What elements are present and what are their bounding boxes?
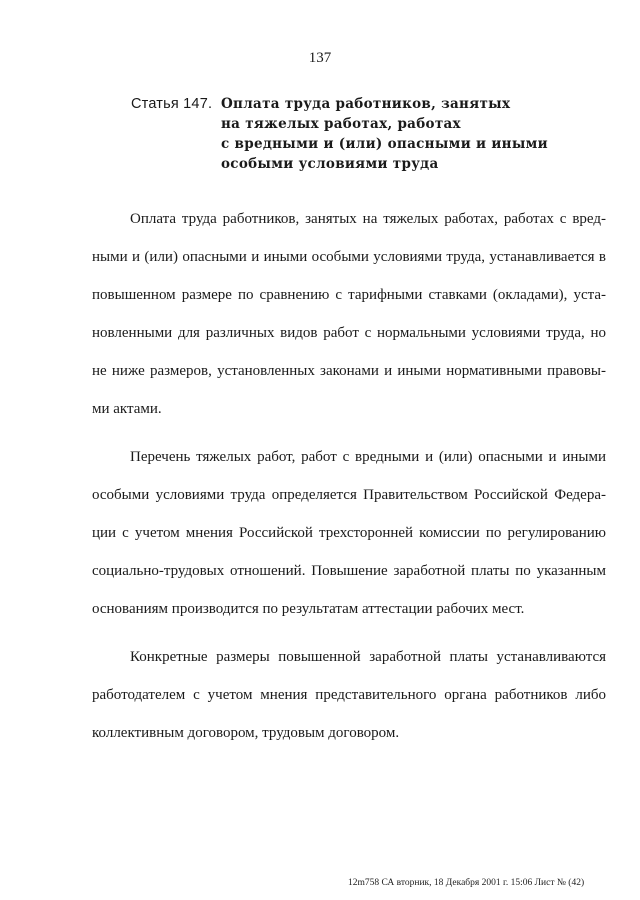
document-footer: 12m758 СА вторник, 18 Декабря 2001 г. 15:06 Лист № (42): [348, 878, 585, 888]
paragraph-2: [92, 438, 606, 628]
article-title-line: на тяжелых работах, работах: [221, 116, 461, 132]
article-title: [221, 94, 571, 174]
page-number: 137: [308, 50, 332, 66]
text-line: ми актами.: [92, 401, 162, 417]
text-line: основаниям производится по результатам аттестации рабочих мест.: [92, 601, 525, 617]
text-line: особыми условиями труда определяется Правительством Российской Федера-: [92, 487, 606, 503]
text-line: Перечень тяжелых работ, работ с вредными и (или) опасными и иными: [130, 449, 606, 465]
article-title-line: особыми условиями труда: [221, 156, 439, 172]
paragraph-3: [92, 638, 606, 752]
text-line: не ниже размеров, установленных законами и иными нормативными правовы-: [92, 363, 606, 379]
article-title-line: Оплата труда работников, занятых: [221, 96, 511, 112]
text-line: ции с учетом мнения Российской трехсторонней комиссии по регулированию: [92, 525, 606, 541]
text-line: новленными для различных видов работ с нормальными условиями труда, но: [92, 325, 606, 341]
article-label: Статья 147.: [131, 96, 213, 112]
text-line: работодателем с учетом мнения представительного органа работников либо: [92, 687, 606, 703]
article-title-line: с вредными и (или) опасными и иными: [221, 136, 548, 152]
text-line: коллективным договором, трудовым договором.: [92, 725, 400, 741]
text-line: социально-трудовых отношений. Повышение заработной платы по указанным: [92, 563, 606, 579]
article-body: [92, 200, 606, 762]
paragraph-1: [92, 200, 606, 428]
text-line: ными и (или) опасными и иными особыми условиями труда, устанавливается в: [92, 249, 606, 265]
text-line: Оплата труда работников, занятых на тяжелых работах, работах с вред-: [130, 211, 606, 227]
text-line: повышенном размере по сравнению с тарифными ставками (окладами), уста-: [92, 287, 606, 303]
text-line: Конкретные размеры повышенной заработной платы устанавливаются: [130, 649, 606, 665]
